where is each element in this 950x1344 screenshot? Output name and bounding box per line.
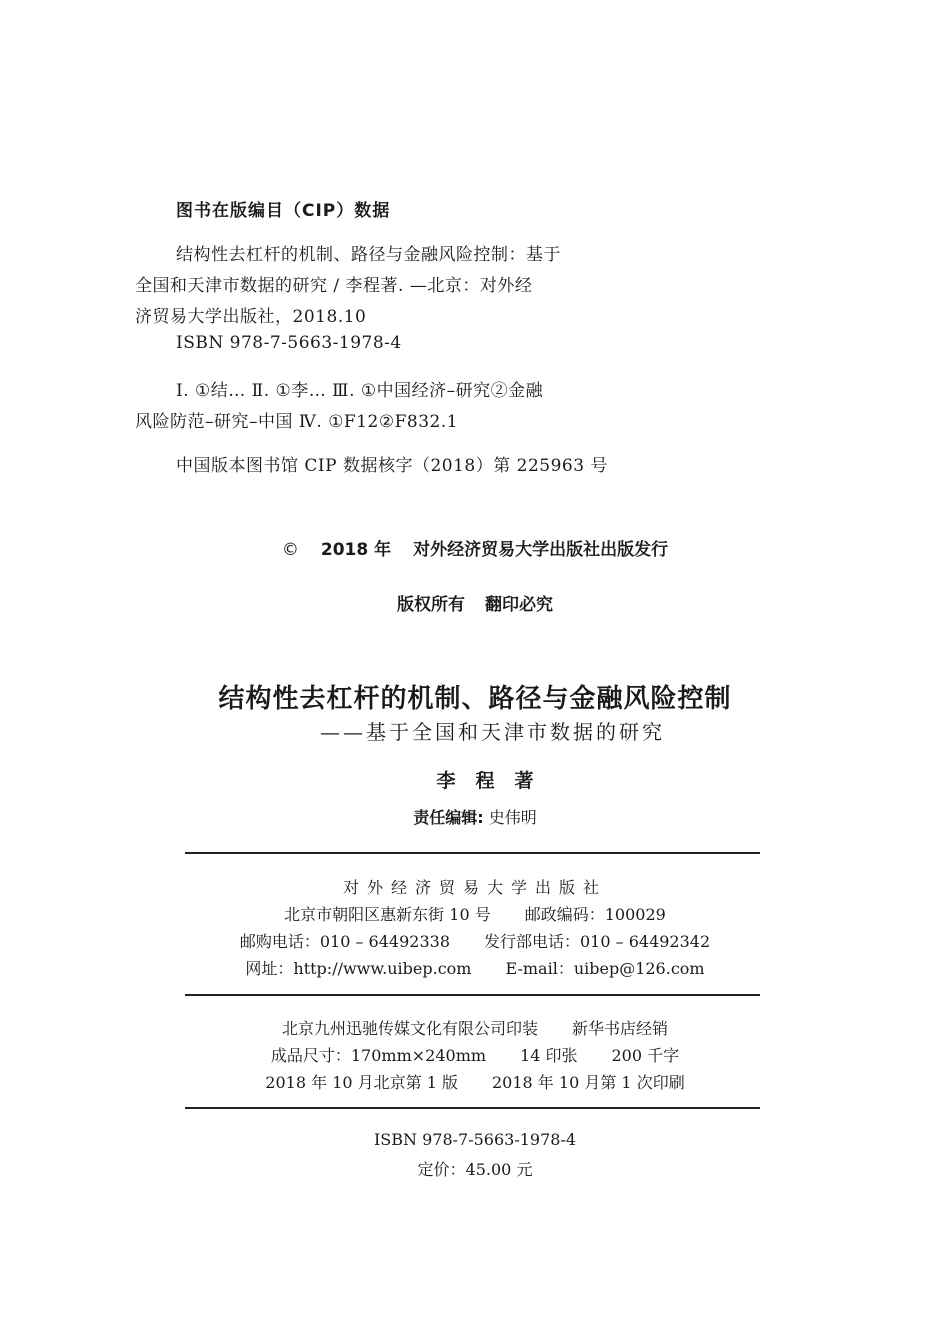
cip-heading: 图书在版编目（CIP）数据 (176, 201, 391, 221)
copyright-line (0, 535, 950, 560)
publisher-postcode: 邮政编码：100029 (524, 905, 666, 924)
mail-order-phone: 邮购电话：010 – 64492338 (239, 932, 450, 951)
cip-isbn: ISBN 978-7-5663-1978-4 (176, 333, 402, 353)
distribution-phone: 发行部电话：010 – 64492342 (484, 932, 711, 951)
book-subtitle: ——基于全国和天津市数据的研究 (320, 720, 665, 744)
cip-classification-1: Ⅰ. ①结… Ⅱ. ①李… Ⅲ. ①中国经济–研究②金融 (176, 381, 544, 401)
publisher-contacts (0, 956, 950, 979)
publisher-address: 北京市朝阳区惠新东街 10 号 (284, 905, 491, 924)
finished-size: 成品尺寸：170mm×240mm (270, 1046, 487, 1065)
cip-line-1: 结构性去杠杆的机制、路径与金融风险控制：基于 (176, 245, 561, 265)
footer-isbn: ISBN 978-7-5663-1978-4 (373, 1130, 577, 1149)
divider-top (185, 852, 760, 854)
copyright-year: 2018 年 (320, 540, 392, 560)
publisher-name: 对外经济贸易大学出版社 (342, 878, 607, 897)
printing-line-1 (0, 1016, 950, 1039)
book-author: 李程著 (436, 770, 554, 792)
edition: 2018 年 10 月北京第 1 版 (265, 1073, 458, 1092)
publisher-address-line (0, 902, 950, 925)
book-title: 结构性去杠杆的机制、路径与金融风险控制 (218, 684, 732, 714)
copyright-publisher: 对外经济贸易大学出版社出版发行 (413, 540, 669, 560)
printed-sheets: 14 印张 (520, 1046, 578, 1065)
printer: 北京九州迅驰传媒文化有限公司印装 (281, 1019, 538, 1038)
publisher-website: 网址：http://www.uibep.com (245, 959, 472, 978)
publisher-email: E-mail：uibep@126.com (505, 959, 705, 978)
printing-line-2 (0, 1043, 950, 1066)
rights-reserved: 版权所有 (397, 595, 465, 615)
rights-notice (0, 590, 950, 615)
responsible-editor (0, 805, 950, 828)
word-count: 200 千字 (611, 1046, 680, 1065)
cip-classification-2: 风险防范–研究–中国 Ⅳ. ①F12②F832.1 (135, 412, 459, 432)
impression: 2018 年 10 月第 1 次印刷 (492, 1073, 685, 1092)
book-price: 定价：45.00 元 (417, 1160, 533, 1179)
cip-line-3: 济贸易大学出版社，2018.10 (135, 307, 367, 327)
editor-label: 责任编辑: (413, 808, 484, 827)
distributor: 新华书店经销 (572, 1019, 669, 1038)
divider-bottom (185, 1107, 760, 1109)
publisher-phones (0, 929, 950, 952)
divider-middle (185, 994, 760, 996)
printing-line-3 (0, 1070, 950, 1093)
editor-name: 史伟明 (488, 808, 537, 827)
copyright-symbol: © (281, 540, 299, 560)
cip-line-2: 全国和天津市数据的研究 / 李程著. —北京：对外经 (135, 276, 533, 296)
cip-record-number: 中国版本图书馆 CIP 数据核字（2018）第 225963 号 (176, 456, 608, 476)
piracy-warning: 翻印必究 (485, 595, 553, 615)
